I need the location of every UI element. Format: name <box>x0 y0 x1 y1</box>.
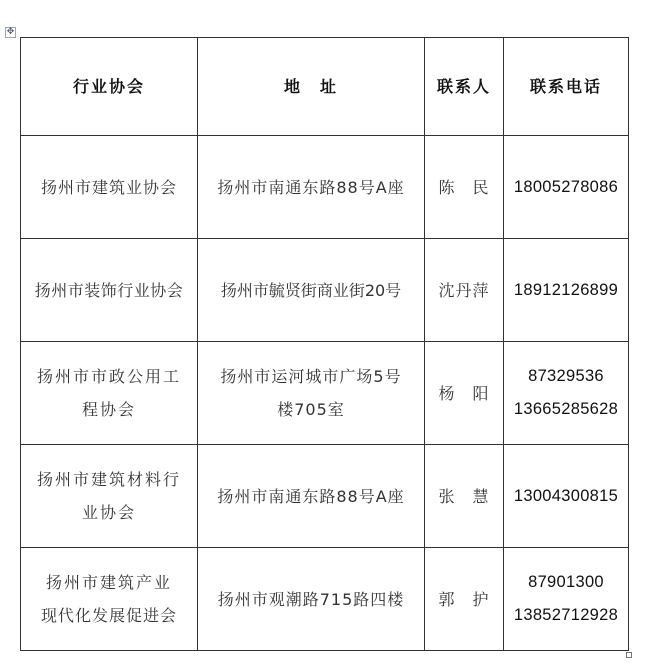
association-name-line: 扬州市建筑材料行 <box>36 470 181 489</box>
association-name-cell <box>21 342 198 445</box>
contact-cell: 杨 阳 <box>425 342 504 445</box>
table-row <box>21 548 629 651</box>
contact-cell: 郭 护 <box>425 548 504 651</box>
association-name-line: 现代化发展促进会 <box>40 606 177 625</box>
association-name-line: 扬州市装饰行业协会 <box>34 280 184 300</box>
phone-number: 87901300 <box>528 573 604 591</box>
header-contact: 联系人 <box>425 38 504 136</box>
phone-number: 13665285628 <box>513 400 619 418</box>
address-cell <box>198 239 425 342</box>
address-cell <box>198 548 425 651</box>
phone-cell <box>504 342 629 445</box>
header-address: 地 址 <box>198 38 425 136</box>
address-line: 扬州市运河城市广场5号 <box>220 367 402 386</box>
header-phone: 联系电话 <box>504 38 629 136</box>
association-name-line: 扬州市建筑产业 <box>45 573 172 592</box>
association-name-line: 程协会 <box>81 400 136 419</box>
phone-number: 13004300815 <box>513 486 619 505</box>
address-line: 扬州市观潮路715路四楼 <box>217 589 405 609</box>
contact-cell: 陈 民 <box>425 136 504 239</box>
header-association: 行业协会 <box>21 38 198 136</box>
phone-number: 18005278086 <box>513 177 619 196</box>
association-name-cell <box>21 548 198 651</box>
table-resize-handle[interactable] <box>626 652 632 658</box>
association-name-line: 业协会 <box>81 503 136 522</box>
phone-number: 87329536 <box>528 367 604 385</box>
association-contact-table <box>20 37 629 651</box>
association-name-line: 扬州市市政公用工 <box>36 367 181 386</box>
contact-cell: 张 慧 <box>425 445 504 548</box>
table-row <box>21 342 629 445</box>
phone-cell <box>504 548 629 651</box>
address-cell <box>198 445 425 548</box>
table-header-row <box>21 38 629 136</box>
phone-number: 13852712928 <box>513 606 619 624</box>
table-row <box>21 136 629 239</box>
phone-cell <box>504 445 629 548</box>
address-cell <box>198 342 425 445</box>
association-name-line: 扬州市建筑业协会 <box>40 177 177 197</box>
contact-cell: 沈丹萍 <box>425 239 504 342</box>
address-line: 扬州市南通东路88号A座 <box>217 486 405 506</box>
table-move-handle-icon[interactable]: ✥ <box>6 27 15 37</box>
address-line: 扬州市毓贤街商业街20号 <box>220 280 402 300</box>
association-name-cell <box>21 136 198 239</box>
phone-cell <box>504 239 629 342</box>
table-row <box>21 445 629 548</box>
association-name-cell <box>21 445 198 548</box>
address-line: 楼705室 <box>277 400 345 419</box>
association-name-cell <box>21 239 198 342</box>
phone-cell <box>504 136 629 239</box>
address-cell <box>198 136 425 239</box>
address-line: 扬州市南通东路88号A座 <box>217 177 405 197</box>
phone-number: 18912126899 <box>513 280 619 299</box>
table-row <box>21 239 629 342</box>
